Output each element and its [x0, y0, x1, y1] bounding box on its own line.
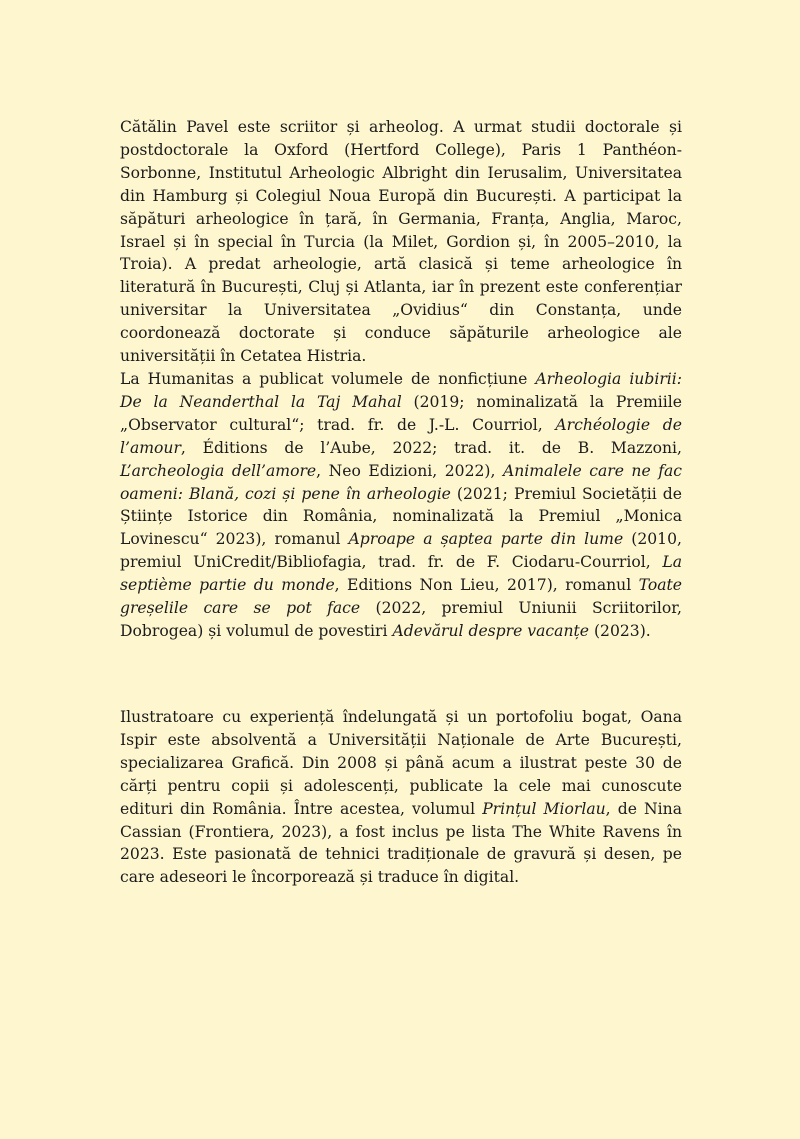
book-title: L’archeologia dell’amore [120, 461, 317, 480]
illustrator-bio [120, 706, 682, 889]
book-title: Arheologia iubirii: De la Neanderthal la Taj Mahal [120, 369, 682, 411]
author-bio-paragraph-2 [120, 368, 682, 643]
text-run: Ilustratoare cu experiență îndelungată și un portofoliu bogat, Oana Ispir este absolventă a Universității Naționale de Arte București, specializarea Grafică. Din 2008 și până acum a ilustrat peste 30 de cărți pentru copii și adolescenți, publicate la cele mai cunoscute edituri din România. Între acestea, volumul [120, 708, 682, 818]
author-bio-paragraph-1: Cătălin Pavel este scriitor și arheolog. A urmat studii doctorale și postdoctorale la Oxford (Hertford College), Paris 1 Panthéon-Sorbonne, Institutul Arheologic Albright din Ierusalim, Universitatea din Hamburg și Colegiul Noua Europă din București. A participat la săpături arheologice în țară, în Germania, Franța, Anglia, Maroc, Israel și în special în Turcia (la Milet, Gordion și, în 2005–2010, la Troia). A predat arheologie, artă clasică și teme arheologice în literatură în București, Cluj și Atlanta, iar în prezent este conferențiar universitar la Universitatea „Ovidius“ din Constanța, unde coordonează doctorate și conduce săpăturile arheologice ale universității în Cetatea Histria. [120, 118, 682, 366]
text-run: , Éditions de l’Aube, 2022; trad. it. de B. Mazzoni, [180, 438, 682, 457]
book-title: Archéologie de l’amour [120, 415, 682, 457]
text-run: (2019; nominalizată la Premiile „Observator cultural“; trad. fr. de J.-L. Courriol, [120, 392, 682, 434]
text-run: La Humanitas a publicat volumele de nonficțiune [120, 369, 536, 388]
illustrator-bio-paragraph [120, 706, 682, 889]
text-run: (2021; Premiul Societății de Științe Istorice din România, nominalizată la Premiul „Monica Lovinescu“ 2023), romanul [120, 484, 682, 549]
text-run: (2023). [588, 621, 651, 640]
book-title: Adevărul despre vacanțe [392, 621, 589, 640]
book-title: Animalele care ne fac oameni: Blană, cozi și pene în arheologie [120, 461, 682, 503]
book-title: Prințul Miorlau [482, 799, 606, 818]
text-run: , de Nina Cassian (Frontiera, 2023), a fost inclus pe lista The White Ravens în 2023. Este pasionată de tehnici tradiționale de gravură și desen, pe care adeseori le încorporează și traduce în digital. [120, 799, 682, 887]
author-bio [120, 116, 682, 643]
text-run: , Neo Edizioni, 2022), [316, 461, 503, 480]
book-title: Aproape a șaptea parte din lume [348, 530, 624, 549]
text-run: (2010, premiul UniCredit/Bibliofagia, trad. fr. de F. Ciodaru-Courriol, [120, 530, 682, 572]
book-title: La septième partie du monde [120, 553, 682, 595]
book-title: Toate greșelile care se pot face [120, 576, 682, 618]
text-run: (2022, premiul Uniunii Scriitorilor, Dobrogea) și volumul de povestiri [120, 599, 682, 640]
text-run: , Editions Non Lieu, 2017), romanul [334, 576, 639, 595]
